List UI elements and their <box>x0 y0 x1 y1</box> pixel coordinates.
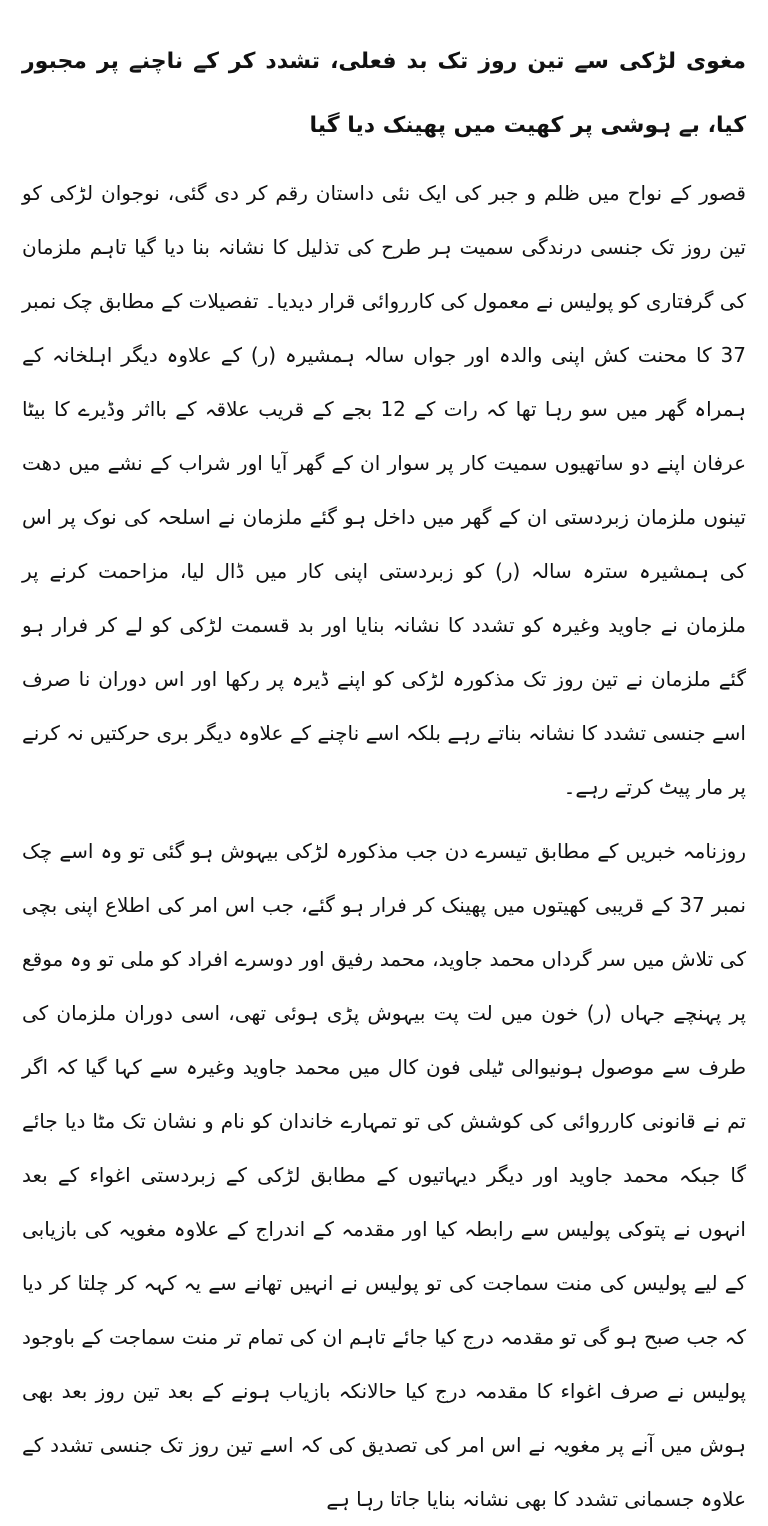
article-headline: مغوی لڑکی سے تین روز تک بد فعلی، تشدد کر کے ناچنے پر مجبور کیا، بے ہوشی پر کھیت میں پھینک دیا گیا <box>22 49 746 138</box>
article <box>22 0 746 1511</box>
article-paragraph: روزنامہ خبریں کے مطابق تیسرے دن جب مذکورہ لڑکی بیہوش ہو گئی تو وہ اسے چک نمبر 37 کے قریبی کھیتوں میں پھینک کر فرار ہو گئے، جب اس امر کی اطلاع اپنی بچی کی تلاش میں سر گرداں محمد جاوید، محمد رفیق اور دوسرے افراد کو ملی تو وہ موقع پر پہنچے جہاں (ر) خون میں لت پت بیہوش پڑی ہوئی تھی، اسی دوران ملزمان کی طرف سے موصول ہونیوالی ٹیلی فون کال میں محمد جاوید وغیرہ سے کہا گیا کہ اگر تم نے قانونی کارروائی کی کوشش کی تو تمہارے خاندان کو نام و نشان تک مٹا دیا جائے گا جبکہ محمد جاوید اور دیگر دیہاتیوں کے مطابق لڑکی کے زبردستی اغواء کے بعد انہوں نے پتوکی پولیس سے رابطہ کیا اور مقدمہ کے اندراج کے علاوہ مغویہ کی بازیابی کے لیے پولیس کی منت سماجت کی تو پولیس نے انہیں تھانے سے یہ کہہ کر چلتا کر دیا کہ جب صبح ہو گی تو مقدمہ درج کیا جائے تاہم ان کی تمام تر منت سماجت کے باوجود پولیس نے صرف اغواء کا مقدمہ درج کیا حالانکہ بازیاب ہونے کے بعد تین روز بعد بھی ہوش میں آنے پر مغویہ نے اس امر کی تصدیق کی کہ اسے تین روز تک جنسی تشدد کے علاوہ جسمانی تشدد کا بھی نشانہ بنایا جاتا رہا ہے <box>22 839 746 1511</box>
article-paragraph: قصور کے نواح میں ظلم و جبر کی ایک نئی داستان رقم کر دی گئی، نوجوان لڑکی کو تین روز تک جنسی درندگی سمیت ہر طرح کی تذلیل کا نشانہ بنا دیا گیا تاہم ملزمان کی گرفتاری کو پولیس نے معمول کی کارروائی قرار دیدیا۔ تفصیلات کے مطابق چک نمبر 37 کا محنت کش اپنی والدہ اور جواں سالہ ہمشیرہ (ر) کے علاوہ دیگر اہلخانہ کے ہمراہ گھر میں سو رہا تھا کہ رات کے 12 بجے کے قریب علاقہ کے بااثر وڈیرے کا بیٹا عرفان اپنے دو ساتھیوں سمیت کار پر سوار ان کے گھر آیا اور شراب کے نشے میں دھت تینوں ملزمان زبردستی ان کے گھر میں داخل ہو گئے ملزمان نے اسلحہ کی نوک پر اس کی ہمشیرہ سترہ سالہ (ر) کو زبردستی اپنی کار میں ڈال لیا، مزاحمت کرنے پر ملزمان نے جاوید وغیرہ کو تشدد کا نشانہ بنایا اور بد قسمت لڑکی کو لے کر فرار ہو گئے ملزمان نے تین روز تک مذکورہ لڑکی کو اپنے ڈیرہ پر رکھا اور اس دوران نا صرف اسے جنسی تشدد کا نشانہ بناتے رہے بلکہ اسے ناچنے کے علاوہ دیگر بری حرکتیں نہ کرنے پر مار پیٹ کرتے رہے۔ <box>22 181 746 799</box>
